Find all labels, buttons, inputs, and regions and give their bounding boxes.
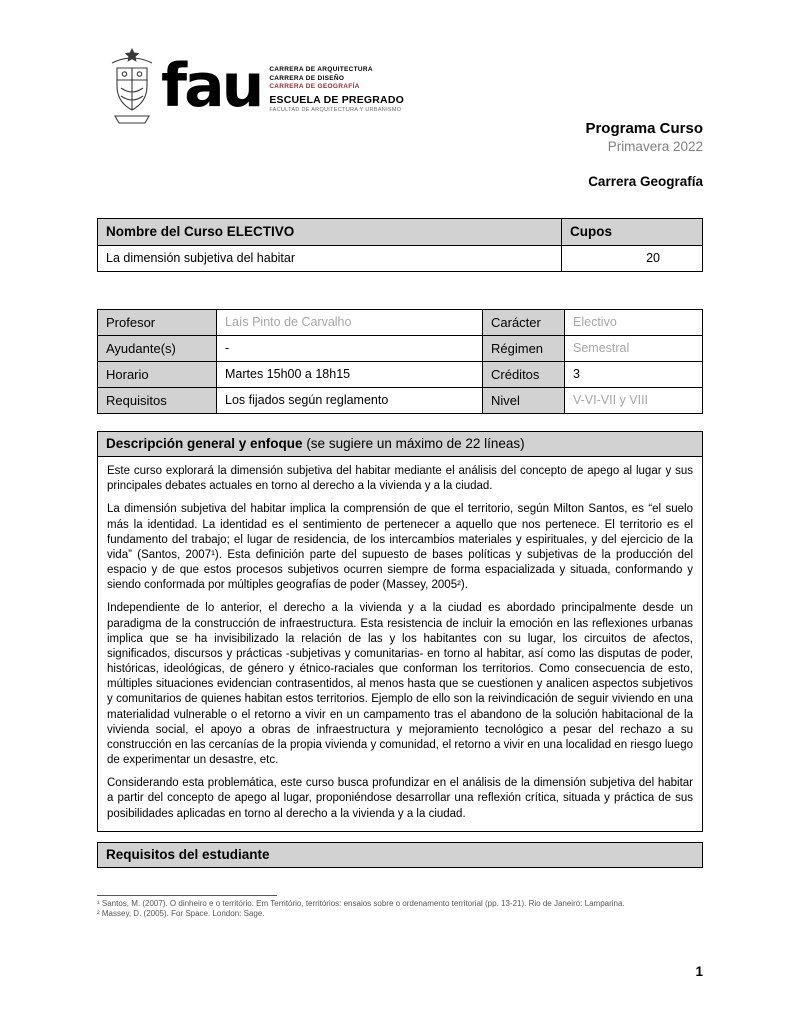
cupos-header: Cupos xyxy=(561,219,702,245)
nivel-label: Nivel xyxy=(482,388,564,413)
creditos-label: Créditos xyxy=(482,362,564,387)
course-name-value: La dimensión subjetiva del habitar xyxy=(106,251,296,265)
regimen-value: Semestral xyxy=(564,336,704,361)
profesor-value: Laís Pinto de Carvalho xyxy=(216,310,482,335)
description-section-note: (se sugiere un máximo de 22 líneas) xyxy=(302,436,525,451)
logo-line-escuela-pregrado: ESCUELA DE PREGRADO xyxy=(269,93,404,106)
profesor-label: Profesor xyxy=(98,310,216,335)
description-section-title: Descripción general y enfoque xyxy=(106,436,303,451)
requisitos-label: Requisitos xyxy=(98,388,216,413)
ayudante-label: Ayudante(s) xyxy=(98,336,216,361)
description-section-header xyxy=(97,431,703,457)
course-table-header-row xyxy=(98,219,702,245)
logo-line-arquitectura: CARRERA DE ARQUITECTURA xyxy=(269,66,373,73)
caracter-value: Electivo xyxy=(564,310,704,335)
description-paragraph: Independiente de lo anterior, el derecho a la vivienda y a la ciudad es abordado principalmente desde un paradigma de la construcción de infraestructura. Esta resistencia de incluir la emoción en las reflexiones urbanas implica que se ha invisibilizado la relación de las y los habitantes con su lugar, los circuitos de afectos, significados, discursos y prácticas -subjetivas y comunitarias- en torno al habitar, así como las disputas de poder, históricas, ideológicas, de género y étnico-raciales que conforman los territorios. Como consecuencia de esto, múltiples situaciones evidencian contrasentidos, al menos hasta que se cuestionen y analicen aspectos subjetivos y comunitarios de quienes habitan estos territorios. Ejemplo de ello son la reivindicación de seguir viviendo en una materialidad vulnerable o el retorno a vivir en un campamento tras el abandono de la solución habitacional de la vivienda social, el apoyo a obras de infraestructura y mejoramiento tecnológico a pesar del rechazo a su construcción en las cercanías de la propia vivienda y comunidad, el retorno a vivir en una localidad en riesgo luego de experimentar un desastre, etc. xyxy=(107,602,693,767)
horario-value: Martes 15h00 a 18h15 xyxy=(216,362,482,387)
cupos-value: 20 xyxy=(561,246,702,271)
horario-label: Horario xyxy=(98,362,216,387)
logo-line-diseno: CARRERA DE DISEÑO xyxy=(269,74,345,82)
description-body xyxy=(97,457,703,832)
logo-text-lines xyxy=(269,46,404,114)
student-requirements-section-header xyxy=(97,842,703,868)
course-info-table xyxy=(97,309,703,414)
course-table xyxy=(97,218,703,272)
career-label: Carrera Geografía xyxy=(588,174,703,189)
student-requirements-title: Requisitos del estudiante xyxy=(106,846,270,862)
university-crest-icon xyxy=(109,46,155,139)
course-table-data-row xyxy=(98,245,702,271)
logo-line-geografia: CARRERA DE GEOGRAFÍA xyxy=(269,83,360,90)
nivel-value: V-VI-VII y VIII xyxy=(564,388,704,413)
document-term: Primavera 2022 xyxy=(607,139,703,154)
creditos-value: 3 xyxy=(564,362,704,387)
info-row-horario xyxy=(98,361,702,387)
footnotes xyxy=(97,895,703,920)
description-paragraph: Considerando esta problemática, este curso busca profundizar en el análisis de la dimensión subjetiva del habitar a partir del concepto de apego al lugar, proponiéndose desarrollar una reflexión crítica, situada y práctica de sus posibilidades aplicadas en torno al derecho a la vivienda y a la ciudad. xyxy=(107,777,693,820)
page-content xyxy=(97,46,703,920)
logo-line-facultad: FACULTAD DE ARQUITECTURA Y URBANISMO xyxy=(269,106,402,113)
page-header xyxy=(97,46,703,196)
footnote-santos: ¹ Santos, M. (2007). O dinheiro e o território. Em Território, territórios: ensaios sobre o ordenamento territorial (pp. 13-21). Rio de Janeiro: Lamparina. xyxy=(97,898,625,908)
info-row-ayudante xyxy=(98,335,702,361)
description-paragraph: La dimensión subjetiva del habitar implica la comprensión de que el territorio, según Milton Santos, es “el suelo más la identidad. La identidad es el sentimiento de pertenecer a aquello que nos pertenece. El territorio es el fundamento del trabajo; el lugar de residencia, de los intercambios materiales y espirituales, y del ejercicio de la vida” (Santos, 2007¹). Esta definición parte del supuesto de bases políticas y subjetivas de la producción del espacio y de que estos procesos subjetivos ocurren siempre de forma espacializada y situada, conformando y siendo conformada por múltiples geografías de poder (Massey, 2005²). xyxy=(107,503,693,592)
info-row-requisitos xyxy=(98,387,702,413)
fau-logotype: fau xyxy=(161,51,262,121)
regimen-label: Régimen xyxy=(482,336,564,361)
page-number: 1 xyxy=(695,964,703,979)
footnote-massey: ² Massey, D. (2005). For Space. London: Sage. xyxy=(97,909,265,919)
course-name-header: Nombre del Curso ELECTIVO xyxy=(98,219,561,245)
document-title-block xyxy=(585,120,703,189)
description-paragraph: Este curso explorará la dimensión subjetiva del habitar mediante el análisis del concepto de apego al lugar y sus principales debates actuales en torno al derecho a la vivienda y a la ciudad. xyxy=(107,465,693,493)
caracter-label: Carácter xyxy=(482,310,564,335)
info-row-profesor xyxy=(98,310,702,335)
document-title: Programa Curso xyxy=(585,120,703,137)
footnote-divider xyxy=(97,895,277,896)
requisitos-value: Los fijados según reglamento xyxy=(216,388,482,413)
ayudante-value: - xyxy=(216,336,482,361)
